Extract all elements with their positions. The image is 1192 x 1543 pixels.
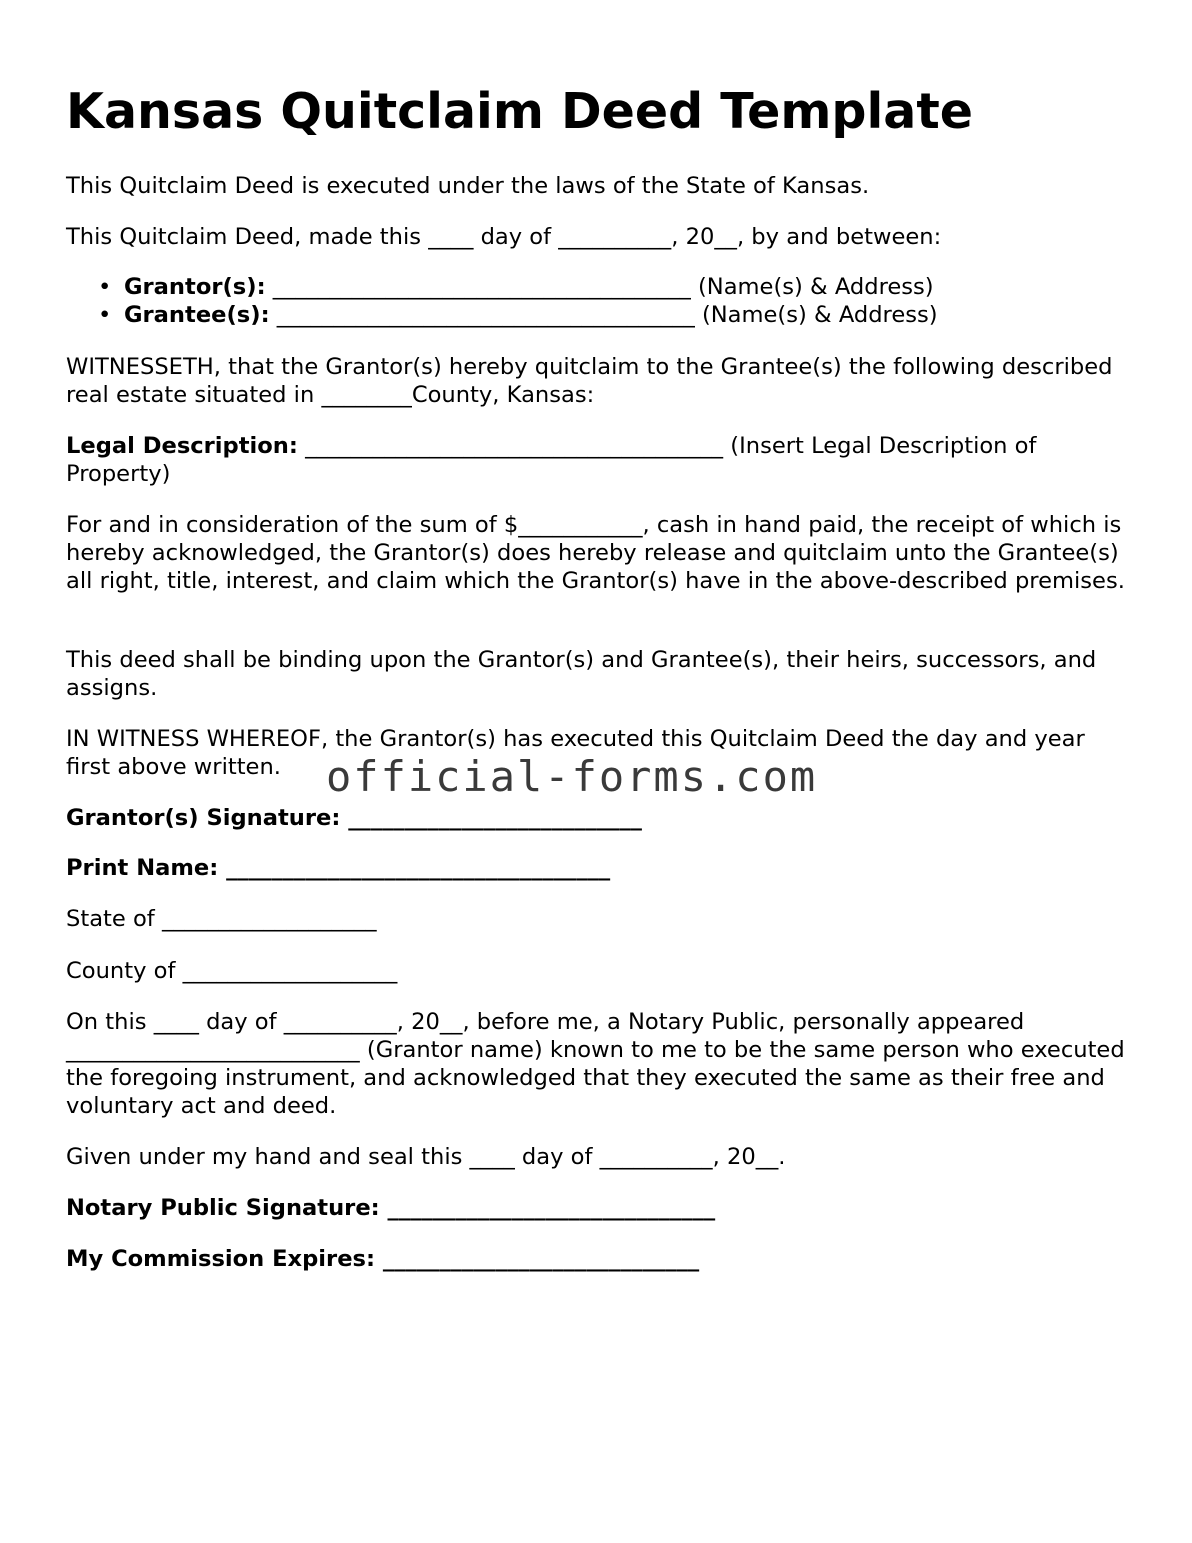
consideration-paragraph: For and in consideration of the sum of $___________, cash in hand paid, the receipt of which is hereby acknowledged, the Grantor(s) does hereby release and quitclaim unto the Grantee(s) all right, title, interest, and claim which the Grantor(s) have in the above-described premises. bbox=[66, 512, 1125, 594]
grantor-signature-blank: __________________________ bbox=[340, 805, 642, 831]
witnesseth-paragraph: WITNESSETH, that the Grantor(s) hereby quitclaim to the Grantee(s) the following described real estate situated in ________County, Kansas: bbox=[66, 354, 1113, 408]
grantor-note: (Name(s) & Address) bbox=[690, 274, 934, 300]
binding-paragraph: This deed shall be binding upon the Grantor(s) and Grantee(s), their heirs, successors, and assigns. bbox=[66, 647, 1097, 701]
legal-description-note: (Insert Legal Description of Property) bbox=[66, 433, 1037, 487]
parties-list bbox=[66, 273, 1136, 329]
page-title: Kansas Quitclaim Deed Template bbox=[66, 83, 974, 140]
bullet-icon: • bbox=[98, 302, 112, 328]
grantor-label: Grantor(s): bbox=[124, 274, 266, 300]
grantee-blank: _____________________________________ bbox=[269, 302, 695, 328]
state-of-line: State of ___________________ bbox=[66, 906, 377, 932]
list-item bbox=[98, 273, 1136, 301]
print-name-line bbox=[66, 854, 1136, 882]
given-under-paragraph: Given under my hand and seal this ____ day of __________, 20__. bbox=[66, 1144, 786, 1170]
legal-description-label: Legal Description: bbox=[66, 433, 298, 459]
commission-expires-line bbox=[66, 1245, 1136, 1273]
grantor-signature-line bbox=[66, 804, 1136, 832]
made-this-paragraph: This Quitclaim Deed, made this ____ day of __________, 20__, by and between: bbox=[66, 224, 942, 250]
legal-description-paragraph bbox=[66, 432, 1136, 488]
legal-description-blank: _____________________________________ bbox=[297, 433, 724, 459]
list-item bbox=[98, 301, 1136, 329]
bullet-icon: • bbox=[98, 274, 112, 300]
grantor-signature-label: Grantor(s) Signature: bbox=[66, 805, 341, 831]
print-name-blank: __________________________________ bbox=[218, 855, 611, 881]
in-witness-paragraph: IN WITNESS WHEREOF, the Grantor(s) has executed this Quitclaim Deed the day and year first above written. bbox=[66, 726, 1085, 780]
notary-signature-label: Notary Public Signature: bbox=[66, 1195, 380, 1221]
grantee-label: Grantee(s): bbox=[124, 302, 270, 328]
intro-paragraph: This Quitclaim Deed is executed under the laws of the State of Kansas. bbox=[66, 173, 870, 199]
watermark-text: official-forms.com bbox=[326, 752, 818, 801]
notary-signature-blank: _____________________________ bbox=[379, 1195, 716, 1221]
commission-expires-label: My Commission Expires: bbox=[66, 1246, 375, 1272]
grantor-blank: _____________________________________ bbox=[265, 274, 691, 300]
county-of-line: County of ___________________ bbox=[66, 958, 398, 984]
commission-expires-blank: ____________________________ bbox=[375, 1246, 700, 1272]
notary-signature-line bbox=[66, 1194, 1136, 1222]
notary-appearance-paragraph: On this ____ day of __________, 20__, before me, a Notary Public, personally appeared __________________________ (Grantor name) known to me to be the same person who executed the foregoing instrument, and acknowledged that they executed the same as their free and voluntary act and deed. bbox=[66, 1009, 1125, 1119]
grantee-note: (Name(s) & Address) bbox=[694, 302, 938, 328]
print-name-label: Print Name: bbox=[66, 855, 219, 881]
